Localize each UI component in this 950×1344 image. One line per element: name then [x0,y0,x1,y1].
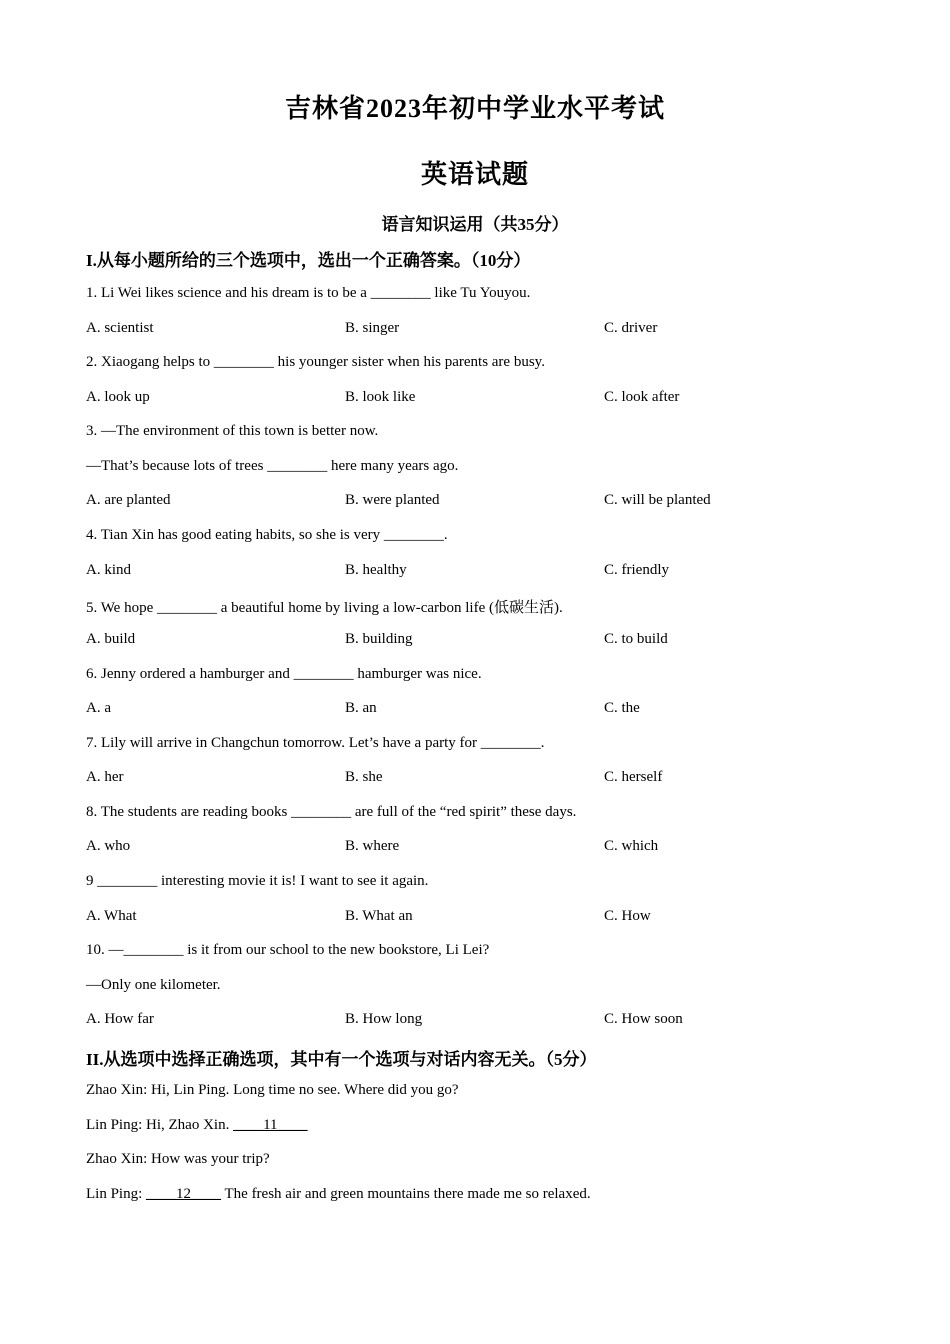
question-1-options [86,320,886,340]
question-9-options [86,908,886,928]
question-4-stem: 4. Tian Xin has good eating habits, so she is very ________. [86,527,448,543]
option-c: C. driver [604,320,658,336]
dialogue-line-3: Zhao Xin: How was your trip? [86,1151,270,1167]
option-c: C. look after [604,389,680,405]
section-2-heading: II.从选项中选择正确选项，其中有一个选项与对话内容无关。（5分） [86,1050,597,1069]
question-10-stem-reply: —Only one kilometer. [86,977,221,993]
option-b: B. an [345,700,377,716]
option-c: C. herself [604,769,663,785]
option-a: A. who [86,838,131,854]
option-b: B. healthy [345,562,407,578]
option-c: C. How [604,908,651,924]
option-a: A. How far [86,1011,154,1027]
option-a: A. What [86,908,137,924]
blank-12: ____12____ [146,1186,222,1202]
option-b: B. singer [345,320,400,336]
question-5-options [86,631,886,651]
question-6-stem: 6. Jenny ordered a hamburger and ________ hamburger was nice. [86,666,482,682]
option-c: C. to build [604,631,668,647]
question-3-stem-reply: —That’s because lots of trees ________ here many years ago. [86,458,459,474]
question-7-options [86,769,886,789]
question-10-options [86,1011,886,1031]
option-b: B. she [345,769,383,785]
dialogue-trailing-text: The fresh air and green mountains there made me so relaxed. [221,1186,591,1202]
question-2-options [86,389,886,409]
option-a: A. her [86,769,124,785]
option-a: A. kind [86,562,131,578]
question-3-stem: 3. —The environment of this town is better now. [86,423,379,439]
option-c: C. How soon [604,1011,683,1027]
subject-title: 英语试题 [420,160,529,189]
question-8-options [86,838,886,858]
dialogue-speaker-text: Lin Ping: [86,1186,147,1202]
option-b: B. What an [345,908,413,924]
question-4-options [86,562,886,582]
section-1-heading: I.从每小题所给的三个选项中，选出一个正确答案。（10分） [86,251,531,270]
question-2-stem: 2. Xiaogang helps to ________ his younger sister when his parents are busy. [86,354,545,370]
exam-title: 吉林省2023年初中学业水平考试 [284,94,665,123]
blank-11: ____11____ [233,1117,308,1133]
question-7-stem: 7. Lily will arrive in Changchun tomorrow. Let’s have a party for ________. [86,735,545,751]
dialogue-line-4 [86,1186,591,1203]
option-c: C. will be planted [604,492,711,508]
option-a: A. scientist [86,320,154,336]
question-6-options [86,700,886,720]
option-a: A. build [86,631,136,647]
part-heading: 语言知识运用（共35分） [381,215,569,234]
question-3-options [86,492,886,512]
question-10-stem: 10. —________ is it from our school to the new bookstore, Li Lei? [86,942,490,958]
question-5-stem: 5. We hope ________ a beautiful home by living a low-carbon life (低碳生活). [86,600,563,616]
option-a: A. are planted [86,492,171,508]
option-b: B. look like [345,389,416,405]
dialogue-line-2 [86,1117,308,1134]
question-1-stem: 1. Li Wei likes science and his dream is to be a ________ like Tu Youyou. [86,285,531,301]
option-c: C. friendly [604,562,669,578]
option-c: C. which [604,838,659,854]
option-c: C. the [604,700,640,716]
option-b: B. were planted [345,492,440,508]
option-a: A. look up [86,389,150,405]
option-b: B. How long [345,1011,423,1027]
option-a: A. a [86,700,111,716]
question-9-stem: 9 ________ interesting movie it is! I want to see it again. [86,873,429,889]
dialogue-speaker-text: Lin Ping: Hi, Zhao Xin. [86,1117,234,1133]
option-b: B. building [345,631,413,647]
dialogue-line-1: Zhao Xin: Hi, Lin Ping. Long time no see. Where did you go? [86,1082,459,1098]
question-8-stem: 8. The students are reading books ________ are full of the “red spirit” these days. [86,804,577,820]
option-b: B. where [345,838,400,854]
